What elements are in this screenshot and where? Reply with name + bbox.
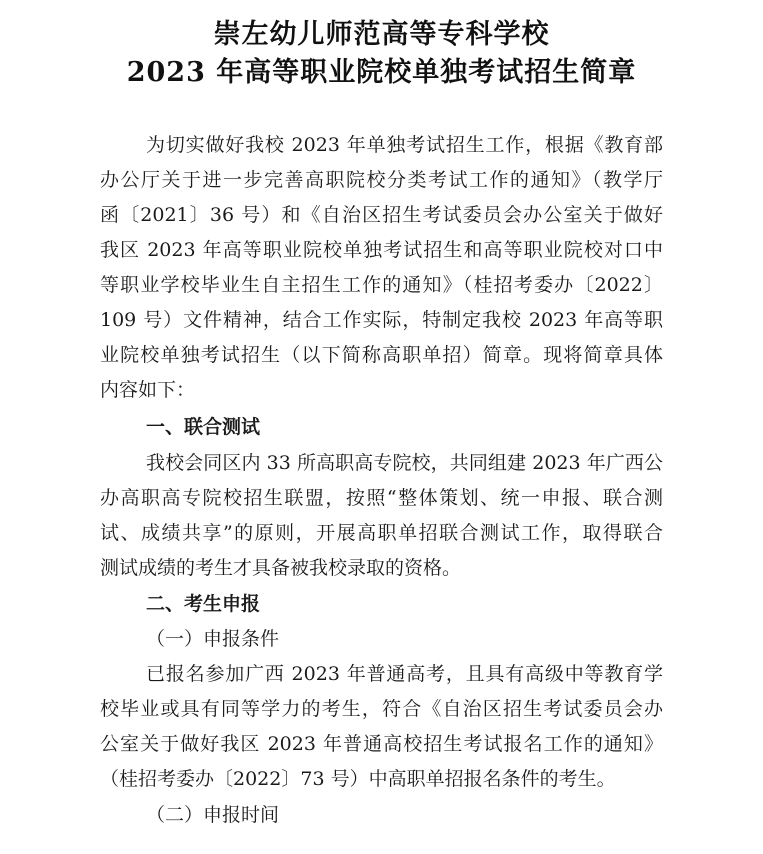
paragraph-line: 试、成绩共享”的原则，开展高职单招联合测试工作，取得联合 <box>100 522 663 544</box>
paragraph-line: 内容如下： <box>100 379 196 401</box>
paragraph-line: 我区 2023 年高等职业院校单独考试招生和高等职业院校对口中 <box>100 239 663 261</box>
paragraph-line: 已报名参加广西 2023 年普通高考，且具有高级中等教育学 <box>146 663 663 685</box>
paragraph-line: 办高职高专院校招生联盟，按照“整体策划、统一申报、联合测 <box>100 487 663 509</box>
paragraph-line: 等职业学校毕业生自主招生工作的通知》（桂招考委办〔2022〕 <box>100 274 663 296</box>
paragraph-line: 测试成绩的考生才具备被我校录取的资格。 <box>100 557 462 579</box>
paragraph-line: 我校会同区内 33 所高职高专院校，共同组建 2023 年广西公 <box>146 452 663 474</box>
paragraph-line: 109 号）文件精神，结合工作实际，特制定我校 2023 年高等职 <box>100 309 663 331</box>
paragraph-line: 公室关于做好我区 2023 年普通高校招生考试报名工作的通知》 <box>100 733 663 755</box>
paragraph-line: 函〔2021〕36 号）和《自治区招生考试委员会办公室关于做好 <box>100 204 663 226</box>
subsection-heading-conditions: （一）申报条件 <box>146 628 280 650</box>
paragraph-line: 业院校单独考试招生（以下简称高职单招）简章。现将简章具体 <box>100 344 663 366</box>
paragraph-line: （桂招考委办〔2022〕73 号）中高职单招报名条件的考生。 <box>100 768 616 790</box>
document-title-school: 崇左幼儿师范高等专科学校 <box>213 19 550 50</box>
paragraph-line: 办公厅关于进一步完善高职院校分类考试工作的通知》（教学厅 <box>100 169 663 191</box>
document-title-subject: 2023 年高等职业院校单独考试招生简章 <box>126 57 637 88</box>
subsection-heading-time: （二）申报时间 <box>146 804 280 826</box>
paragraph-line: 为切实做好我校 2023 年单独考试招生工作，根据《教育部 <box>146 134 663 156</box>
section-heading-application: 二、考生申报 <box>146 593 261 615</box>
paragraph-line: 校毕业或具有同等学力的考生，符合《自治区招生考试委员会办 <box>100 698 663 720</box>
section-heading-joint-test: 一、联合测试 <box>146 416 261 438</box>
